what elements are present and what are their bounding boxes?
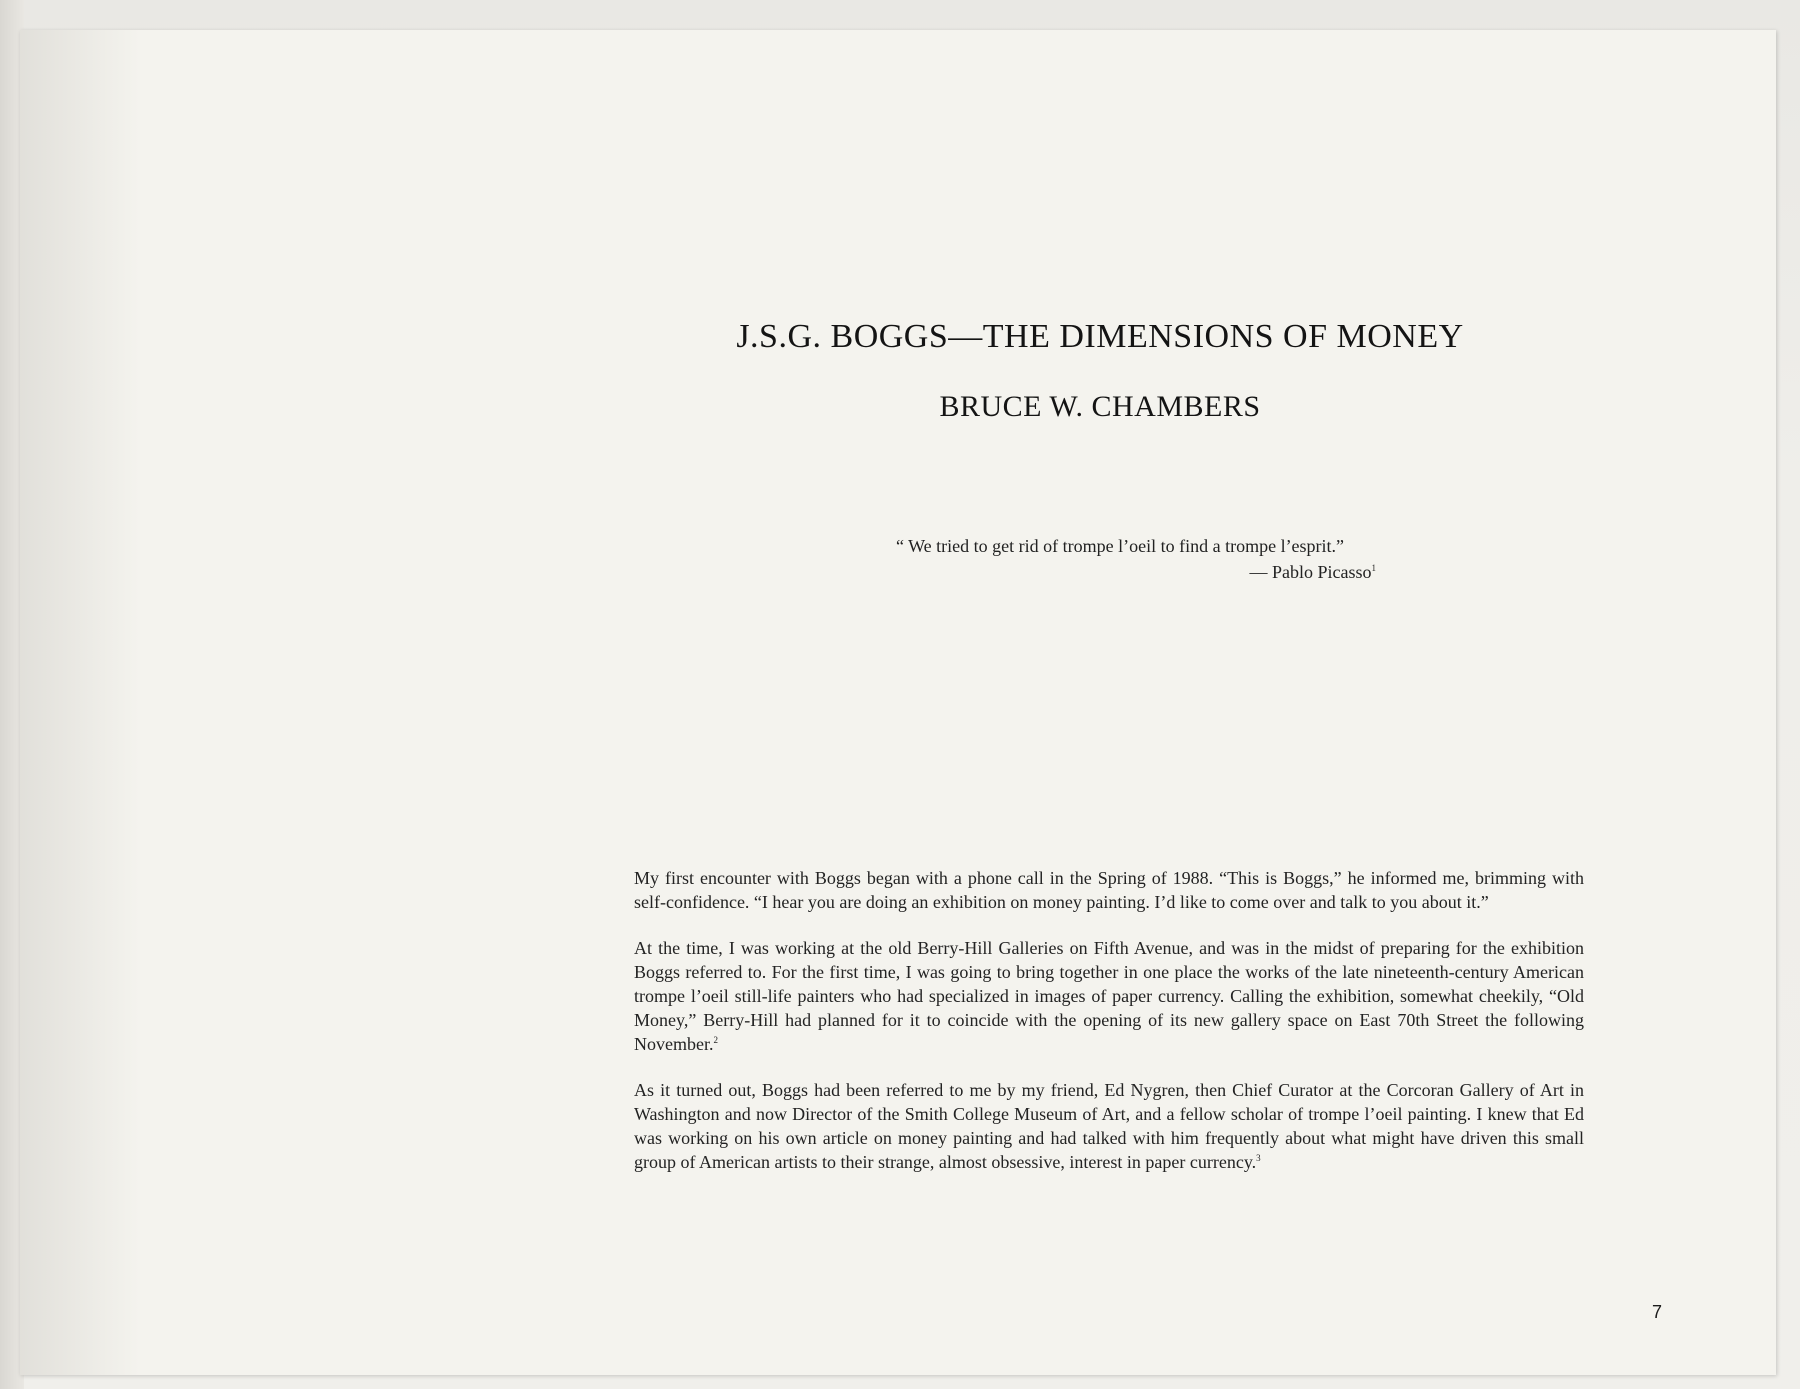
paragraph-text: My first encounter with Boggs began with a phone call in the Spring of 1988. “This is Boggs,” he informed me, brimming with self-confidence. “I hear you are doing an exhibition on money painting. I’d like to come over and talk to you about it.” (634, 868, 1584, 912)
paragraph (634, 1078, 1584, 1174)
paragraph-text: At the time, I was working at the old Berry-Hill Galleries on Fifth Avenue, and was in the midst of preparing for the exhibition Boggs referred to. For the first time, I was going to bring together in one place the works of the late nineteenth-century American trompe l’oeil still-life painters who had specialized in images of paper currency. Calling the exhibition, somewhat cheekily, “Old Money,” Berry-Hill had planned for it to coincide with the opening of its new gallery space on East 70th Street the following November. (634, 938, 1584, 1054)
epigraph-attribution (860, 559, 1380, 585)
page-number: 7 (1652, 1302, 1663, 1322)
epigraph (860, 533, 1380, 585)
footnote-marker: 1 (1371, 563, 1376, 573)
epigraph-attribution-text: — Pablo Picasso (1249, 562, 1372, 582)
footnote-marker: 3 (1256, 1153, 1261, 1163)
paragraph (634, 936, 1584, 1056)
body-text (634, 866, 1584, 1196)
page-title: J.S.G. BOGGS—THE DIMENSIONS OF MONEY (736, 318, 1464, 355)
paragraph-text: As it turned out, Boggs had been referred to me by my friend, Ed Nygren, then Chief Curator at the Corcoran Gallery of Art in Washington and now Director of the Smith College Museum of Art, and a fellow scholar of trompe l’oeil painting. I knew that Ed was working on his own article on money painting and had talked with him frequently about what might have driven this small group of American artists to their strange, almost obsessive, interest in paper currency. (634, 1080, 1584, 1172)
author-name: BRUCE W. CHAMBERS (939, 390, 1261, 423)
footnote-marker: 2 (713, 1035, 718, 1045)
epigraph-quote: “ We tried to get rid of trompe l’oeil to find a trompe l’esprit.” (895, 536, 1345, 556)
book-page (20, 30, 1776, 1375)
paragraph (634, 866, 1584, 914)
